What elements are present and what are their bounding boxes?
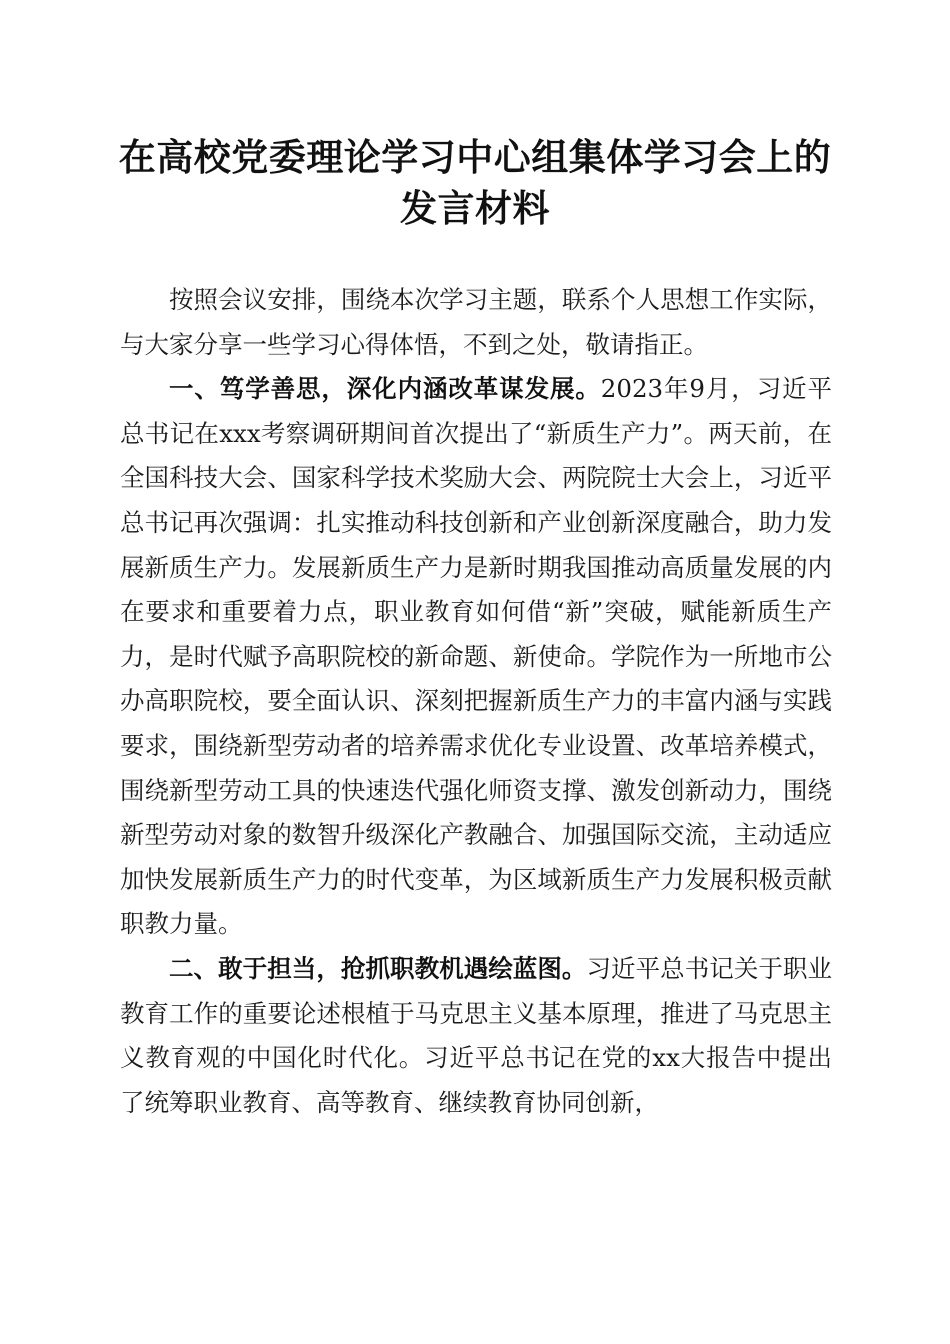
section-2-text: 习近平总书记关于职业教育工作的重要论述根植于马克思主义基本原理，推进了马克思主义教育观的中国化时代化。习近平总书记在党的xx大报告中提出了统筹职业教育、高等教育、继续教育协同创新， <box>120 953 833 1117</box>
section-2-heading: 二、敢于担当，抢抓职教机遇绘蓝图。 <box>169 953 587 983</box>
paragraph-intro <box>120 278 832 367</box>
paragraph-section-2 <box>120 947 832 1125</box>
section-1-heading: 一、笃学善思，深化内涵改革谋发展。 <box>169 374 601 404</box>
document-title: 在高校党委理论学习中心组集体学习会上的发言材料 <box>118 135 832 230</box>
paragraph-section-1 <box>120 367 832 947</box>
document-body <box>120 278 832 1125</box>
paragraph-intro-text: 按照会议安排，围绕本次学习主题，联系个人思想工作实际，与大家分享一些学习心得体悟，不到之处，敬请指正。 <box>120 285 832 359</box>
section-1-text: 2023年9月，习近平总书记在xxx考察调研期间首次提出了“新质生产力”。两天前，在全国科技大会、国家科学技术奖励大会、两院院士大会上，习近平总书记再次强调：扎实推动科技创新和产业创新深度融合，助力发展新质生产力。发展新质生产力是新时期我国推动高质量发展的内在要求和重要着力点，职业教育如何借“新”突破，赋能新质生产力，是时代赋予高职院校的新命题、新使命。学院作为一所地市公办高职院校，要全面认识、深刻把握新质生产力的丰富内涵与实践要求，围绕新型劳动者的培养需求优化专业设置、改革培养模式，围绕新型劳动工具的快速迭代强化师资支撑、激发创新动力，围绕新型劳动对象的数智升级深化产教融合、加强国际交流，主动适应加快发展新质生产力的时代变革，为区域新质生产力发展积极贡献职教力量。 <box>120 374 832 939</box>
